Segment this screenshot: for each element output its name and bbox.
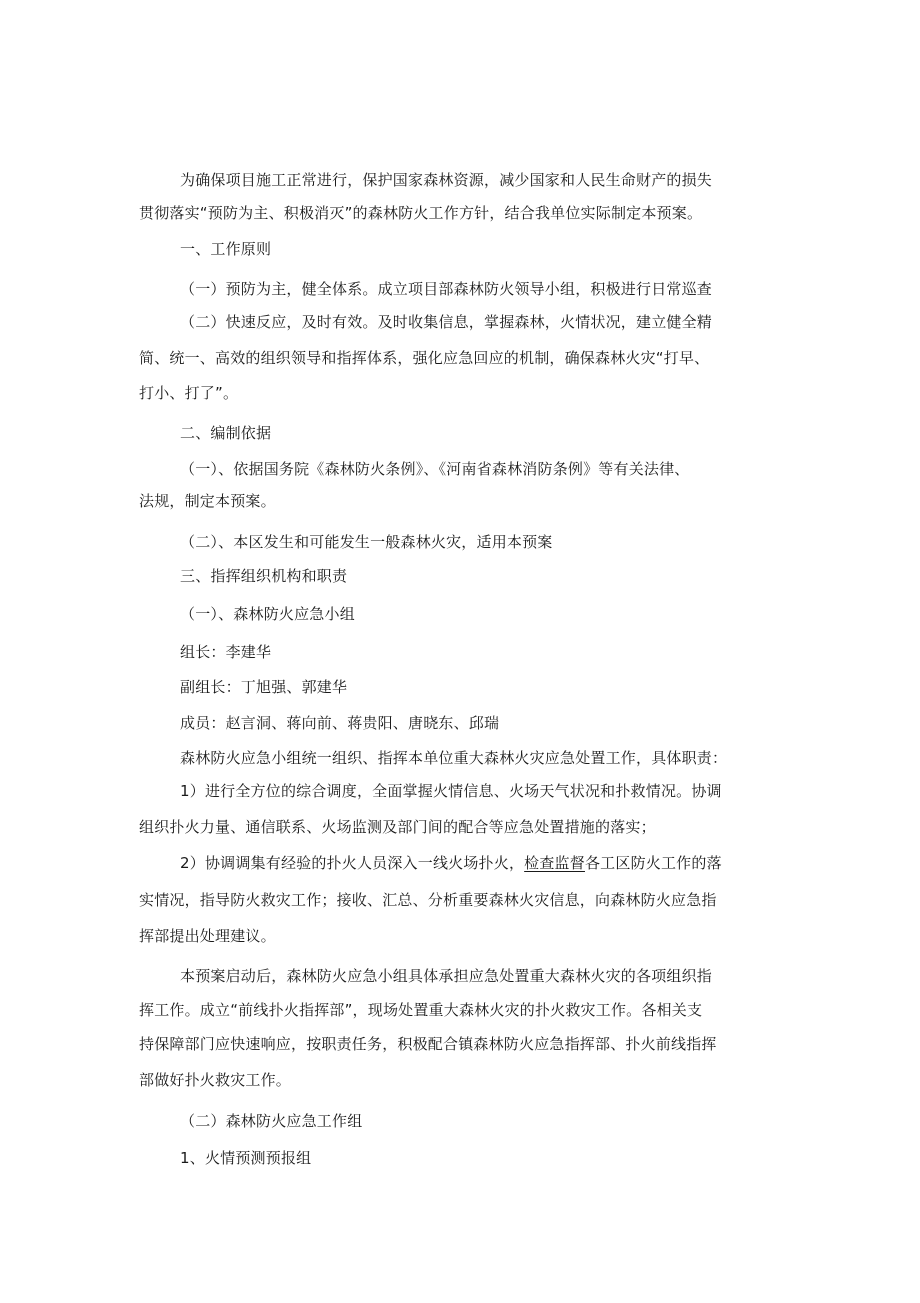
members-line: 成员：赵言洞、蒋向前、蒋贵阳、唐晓东、邱瑞 bbox=[180, 714, 500, 732]
section-3-title: 三、指挥组织机构和职责 bbox=[180, 567, 348, 585]
launch-line-4: 部做好扑火救灾工作。 bbox=[139, 1071, 292, 1089]
duty-1-line-1: 1）进行全方位的综合调度，全面掌握火情信息、火场天气状况和扑救情况。协调 bbox=[180, 782, 722, 800]
principle-2-line-1: （二）快速反应，及时有效。及时收集信息，掌握森林，火情状况，建立健全精 bbox=[180, 313, 713, 331]
duty-1-line-2: 组织扑火力量、通信联系、火场监测及部门间的配合等应急处置措施的落实； bbox=[139, 818, 656, 836]
duty-2-line-1-start: 2）协调调集有经验的扑火人员深入一线火场扑火， bbox=[180, 854, 525, 872]
principle-2-line-3: 打小、打了”。 bbox=[139, 384, 239, 402]
duty-2-line-1 bbox=[180, 853, 722, 873]
duty-2-line-3: 挥部提出处理建议。 bbox=[139, 927, 276, 945]
deputy-line: 副组长：丁旭强、郭建华 bbox=[180, 678, 348, 696]
duty-intro: 森林防火应急小组统一组织、指挥本单位重大森林火灾应急处置工作，具体职责： bbox=[180, 749, 728, 767]
underlined-phrase: 检查监督 bbox=[524, 854, 585, 872]
launch-line-1: 本预案启动后，森林防火应急小组具体承担应急处置重大森林火灾的各项组织指 bbox=[180, 967, 713, 985]
leader-line: 组长：李建华 bbox=[180, 643, 272, 661]
section-1-title: 一、工作原则 bbox=[180, 240, 272, 258]
basis-2: （二）、本区发生和可能发生一般森林火灾，适用本预案 bbox=[180, 533, 553, 551]
group-1-title: （一）、森林防火应急小组 bbox=[180, 605, 355, 623]
duty-2-line-2: 实情况，指导防火救灾工作；接收、汇总、分析重要森林火灾信息，向森林防火应急指 bbox=[139, 891, 717, 909]
principle-1: （一）预防为主，健全体系。成立项目部森林防火领导小组，积极进行日常巡查 bbox=[180, 280, 713, 298]
item-1-title: 1、火情预测预报组 bbox=[180, 1149, 312, 1167]
group-2-title: （二）森林防火应急工作组 bbox=[180, 1112, 363, 1130]
principle-2-line-2: 简、统一、高效的组织领导和指挥体系，强化应急回应的机制，确保森林火灾“打早、 bbox=[139, 349, 710, 367]
launch-line-2: 挥工作。成立“前线扑火指挥部”，现场处置重大森林火灾的扑火救灾工作。各相关支 bbox=[139, 1001, 703, 1019]
section-2-title: 二、编制依据 bbox=[180, 424, 272, 442]
duty-2-line-1-end: 各工区防火工作的落 bbox=[584, 854, 722, 872]
intro-line-2: 贯彻落实“预防为主、积极消灭”的森林防火工作方针，结合我单位实际制定本预案。 bbox=[139, 204, 703, 222]
basis-1-line-1: （一）、依据国务院《森林防火条例》、《河南省森林消防条例》等有关法律、 bbox=[180, 460, 690, 478]
intro-line-1: 为确保项目施工正常进行，保护国家森林资源，减少国家和人民生命财产的损失 bbox=[180, 171, 713, 189]
launch-line-3: 持保障部门应快速响应，按职责任务，积极配合镇森林防火应急指挥部、扑火前线指挥 bbox=[139, 1035, 717, 1053]
basis-1-line-2: 法规，制定本预案。 bbox=[139, 492, 276, 510]
